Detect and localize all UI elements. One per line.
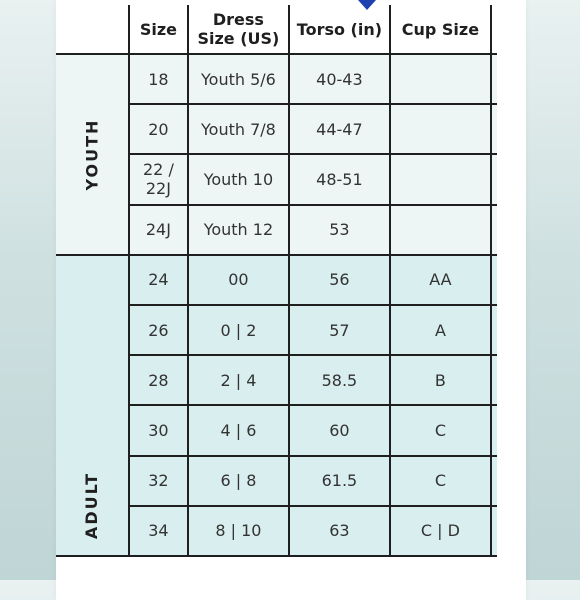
cell-torso: 44-47 xyxy=(289,104,390,154)
cell-edge xyxy=(491,405,497,455)
header-size xyxy=(129,5,188,54)
cell-size: 22 / 22J xyxy=(129,154,188,204)
cell-edge xyxy=(491,104,497,154)
header-size-label: Size xyxy=(139,19,177,39)
cell-torso: 40-43 xyxy=(289,54,390,104)
cell-torso: 58.5 xyxy=(289,355,390,405)
cell-size: 24 xyxy=(129,255,188,305)
cell-edge xyxy=(491,255,497,305)
cell-cup: AA xyxy=(390,255,491,305)
cell-edge xyxy=(491,456,497,506)
cell-size: 28 xyxy=(129,355,188,405)
cell-dress: Youth 12 xyxy=(188,205,289,255)
cell-size: 34 xyxy=(129,506,188,556)
size-rows xyxy=(56,54,497,556)
cell-size: 30 xyxy=(129,405,188,455)
cell-cup xyxy=(390,54,491,104)
cell-size: 26 xyxy=(129,305,188,355)
header-torso-label: Torso (in) xyxy=(296,19,383,39)
cell-torso: 61.5 xyxy=(289,456,390,506)
cell-torso: 48-51 xyxy=(289,154,390,204)
cell-edge xyxy=(491,205,497,255)
cell-dress: 2 | 4 xyxy=(188,355,289,405)
cell-edge xyxy=(491,154,497,204)
cell-cup: A xyxy=(390,305,491,355)
cell-size: 24J xyxy=(129,205,188,255)
cell-dress: 6 | 8 xyxy=(188,456,289,506)
cell-dress: Youth 10 xyxy=(188,154,289,204)
header-cup-size xyxy=(390,5,491,54)
header-dress-line2: Size (US) xyxy=(197,29,280,48)
cell-torso: 63 xyxy=(289,506,390,556)
header-torso xyxy=(289,5,390,54)
cell-edge xyxy=(491,54,497,104)
cell-edge xyxy=(491,305,497,355)
cell-torso: 56 xyxy=(289,255,390,305)
cell-dress: 4 | 6 xyxy=(188,405,289,455)
cell-cup xyxy=(390,104,491,154)
cell-dress: 8 | 10 xyxy=(188,506,289,556)
header-dress-line1: Dress xyxy=(212,10,264,29)
cell-dress: 00 xyxy=(188,255,289,305)
header-extra xyxy=(491,5,497,54)
youth-group-text: YOUTH xyxy=(82,118,102,191)
cell-dress: Youth 5/6 xyxy=(188,54,289,104)
cell-size: 20 xyxy=(129,104,188,154)
cell-edge xyxy=(491,355,497,405)
cell-cup: C xyxy=(390,405,491,455)
cell-torso: 53 xyxy=(289,205,390,255)
header-blank xyxy=(56,5,129,54)
size-chart-table xyxy=(56,5,497,557)
cell-size: 32 xyxy=(129,456,188,506)
youth-group-label xyxy=(56,54,129,255)
adult-group-text: ADULT xyxy=(82,471,102,539)
cell-cup: B xyxy=(390,355,491,405)
header-cup-label: Cup Size xyxy=(401,19,480,39)
header-dress-size xyxy=(188,5,289,54)
table-row xyxy=(56,54,497,104)
cell-size: 18 xyxy=(129,54,188,104)
cell-torso: 57 xyxy=(289,305,390,355)
cell-cup: C | D xyxy=(390,506,491,556)
cell-cup: C xyxy=(390,456,491,506)
table-row xyxy=(56,255,497,305)
cell-dress: 0 | 2 xyxy=(188,305,289,355)
cell-dress: Youth 7/8 xyxy=(188,104,289,154)
torso-marker-arrow-icon xyxy=(358,0,376,10)
header-row xyxy=(56,5,497,54)
adult-group-label xyxy=(56,255,129,556)
cell-edge xyxy=(491,506,497,556)
cell-cup xyxy=(390,205,491,255)
cell-cup xyxy=(390,154,491,204)
cell-torso: 60 xyxy=(289,405,390,455)
